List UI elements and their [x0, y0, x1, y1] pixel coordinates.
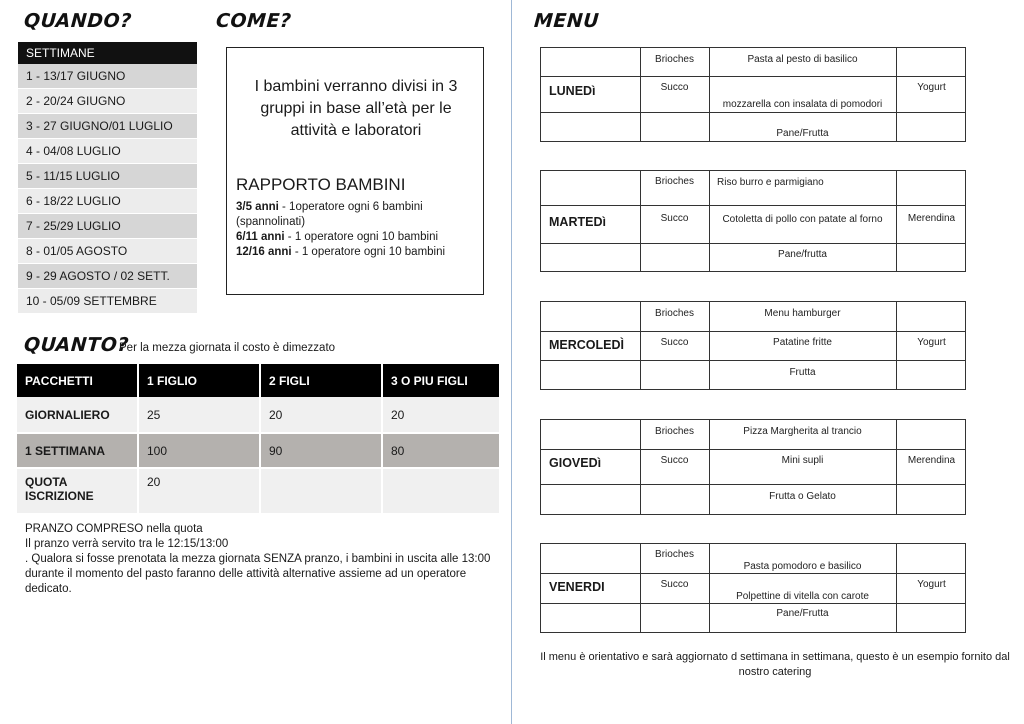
- menu-snack: Merendina: [907, 213, 956, 224]
- week-item: 4 - 04/08 LUGLIO: [18, 139, 197, 164]
- menu-dish: Pasta al pesto di basilico: [747, 54, 858, 65]
- menu-snack: Merendina: [907, 455, 956, 466]
- week-item: 6 - 18/22 LUGLIO: [18, 189, 197, 214]
- col-header: PACCHETTI: [17, 364, 138, 397]
- row-label: 1 SETTIMANA: [17, 433, 138, 468]
- note-line: Il pranzo verrà servito tra le 12:15/13:00: [25, 538, 229, 550]
- menu-snack: Yogurt: [917, 579, 946, 590]
- col-header: 2 FIGLI: [260, 364, 382, 397]
- week-item: 1 - 13/17 GIUGNO: [18, 64, 197, 89]
- menu-day-table: [540, 543, 966, 633]
- menu-breakfast: Brioches: [655, 308, 694, 319]
- rapporto-list: [236, 200, 480, 260]
- col-header: 1 FIGLIO: [138, 364, 260, 397]
- rapporto-text: - 1 operatore ogni 10 bambini: [291, 246, 446, 258]
- menu-drink: Succo: [660, 213, 689, 224]
- week-item: 9 - 29 AGOSTO / 02 SETT.: [18, 264, 197, 289]
- menu-footer-note: Il menu è orientativo e sarà aggiornato d settimana in settimana, questo è un esempio fornito dal nostro catering: [540, 651, 1010, 678]
- rapporto-item: [236, 200, 480, 230]
- rapporto-item: [236, 230, 480, 245]
- table-row: [17, 433, 499, 468]
- menu-dish: Polpettine di vitella con carote: [736, 591, 869, 602]
- rapporto-item: [236, 245, 480, 260]
- menu-dish: Pasta pomodoro e basilico: [743, 561, 862, 572]
- menu-day-table: [540, 301, 966, 390]
- menu-day-name: VENERDI: [549, 580, 605, 594]
- week-item: 10 - 05/09 SETTEMBRE: [18, 289, 197, 314]
- menu-day-name: GIOVEDì: [549, 456, 602, 470]
- menu-dish: Cotoletta di pollo con patate al forno: [722, 214, 883, 225]
- menu-drink: Succo: [660, 82, 689, 93]
- week-item: 2 - 20/24 GIUGNO: [18, 89, 197, 114]
- table-row: [17, 468, 499, 514]
- menu-dish: Pane/Frutta: [776, 128, 829, 139]
- note-line: . Qualora si fosse prenotata la mezza giornata SENZA pranzo, i bambini in uscita alle 13:00 durante il momento del pasto faranno delle attività alternative assieme ad un operatore dedicato.: [25, 553, 491, 595]
- menu-dish: Menu hamburger: [764, 308, 841, 319]
- row-label: GIORNALIERO: [17, 397, 138, 433]
- menu-breakfast: Brioches: [655, 426, 694, 437]
- price-cell: 90: [260, 433, 382, 468]
- menu-day-name: MARTEDì: [549, 215, 606, 229]
- menu-breakfast: Brioches: [655, 54, 694, 65]
- menu-dish: Pane/frutta: [778, 249, 827, 260]
- menu-heading: MENU: [533, 10, 600, 32]
- rapporto-text: - 1 operatore ogni 10 bambini: [284, 231, 439, 243]
- menu-drink: Succo: [660, 455, 689, 466]
- week-item: 7 - 25/29 LUGLIO: [18, 214, 197, 239]
- menu-dish: Pizza Margherita al trancio: [743, 426, 862, 437]
- menu-dish: Frutta: [789, 367, 816, 378]
- menu-drink: Succo: [660, 579, 689, 590]
- col-header: 3 O PIU FIGLI: [382, 364, 499, 397]
- menu-dish: mozzarella con insalata di pomodori: [722, 99, 883, 110]
- price-cell: 20: [138, 468, 260, 514]
- rapporto-text: - 1operatore ogni 6 bambini (spannolinati): [236, 201, 423, 228]
- week-item: 8 - 01/05 AGOSTO: [18, 239, 197, 264]
- page-divider: [511, 0, 512, 724]
- menu-dish: Mini supli: [781, 455, 824, 466]
- price-table: [17, 364, 499, 515]
- menu-dish: Riso burro e parmigiano: [717, 177, 824, 188]
- weeks-header: SETTIMANE: [18, 42, 197, 64]
- weeks-list: [18, 42, 197, 314]
- menu-dish: Frutta o Gelato: [769, 491, 836, 502]
- row-label: QUOTA ISCRIZIONE: [17, 468, 138, 514]
- rapporto-age: 3/5 anni: [236, 201, 279, 213]
- menu-drink: Succo: [660, 337, 689, 348]
- price-cell: 100: [138, 433, 260, 468]
- come-box: [226, 47, 484, 295]
- groups-description: I bambini verranno divisi in 3 gruppi in base all’età per le attività e laboratori: [254, 78, 458, 139]
- table-row: [17, 397, 499, 433]
- lunch-notes: [25, 522, 495, 597]
- menu-breakfast: Brioches: [655, 176, 694, 187]
- week-item: 5 - 11/15 LUGLIO: [18, 164, 197, 189]
- menu-day-name: LUNEDì: [549, 84, 596, 98]
- rapporto-age: 12/16 anni: [236, 246, 292, 258]
- menu-dish: Pane/Frutta: [776, 608, 829, 619]
- quando-heading: QUANDO?: [23, 10, 133, 32]
- menu-day-table: [540, 47, 966, 142]
- week-item: 3 - 27 GIUGNO/01 LUGLIO: [18, 114, 197, 139]
- menu-breakfast: Brioches: [655, 549, 694, 560]
- menu-snack: Yogurt: [917, 82, 946, 93]
- price-cell: [382, 468, 499, 514]
- menu-day-table: [540, 419, 966, 515]
- menu-snack: Yogurt: [917, 337, 946, 348]
- rapporto-title: RAPPORTO BAMBINI: [236, 175, 406, 194]
- menu-day-name: MERCOLEDÌ: [549, 338, 624, 352]
- price-cell: 25: [138, 397, 260, 433]
- price-cell: 20: [382, 397, 499, 433]
- note-line: PRANZO COMPRESO nella quota: [25, 523, 203, 535]
- price-cell: 80: [382, 433, 499, 468]
- rapporto-age: 6/11 anni: [236, 231, 285, 243]
- quanto-heading: QUANTO?: [23, 334, 130, 356]
- quanto-subtitle: Per la mezza giornata il costo è dimezzato: [119, 342, 336, 354]
- price-cell: 20: [260, 397, 382, 433]
- menu-day-table: [540, 170, 966, 272]
- price-cell: [260, 468, 382, 514]
- come-heading: COME?: [215, 10, 293, 32]
- price-header-row: [17, 364, 499, 397]
- menu-dish: Patatine fritte: [773, 337, 832, 348]
